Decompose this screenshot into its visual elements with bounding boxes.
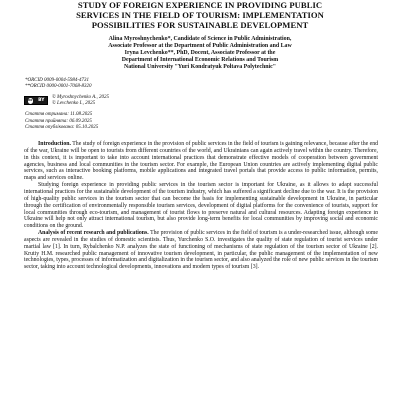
intro-paragraph [24, 141, 378, 182]
title-line: STUDY OF FOREIGN EXPERIENCE IN PROVIDING PUBLIC [77, 0, 323, 10]
author-line: Alina Myroshnychenko*, Candidate of Science in Public Administration, [108, 36, 292, 42]
copyright-line: © Levchenko I., 2025 [52, 101, 96, 107]
orcid-block [25, 78, 400, 90]
author-line: Iryna Levchenko**, PhD, Docent, Associate Professor at the [124, 50, 276, 57]
orcid-link[interactable]: **ORCID 0000-0001-7068-8320 [25, 84, 92, 90]
cc-badge-text: BY [38, 98, 45, 104]
author-block [0, 36, 400, 71]
intro-text: The study of foreign experience in the provision of public services in the field of tourism is gaining relevance, because after the end of the war, Ukraine will be open to tourists from different countries of the world, and Ukrainians can again actively travel within the country. Therefore, in this context, it is important to take into account international practices that demonstrate effective models of cooperation between government agencies, business and local communities in the tourism sector. For example, the European Union countries are actively implementing digital public services, such as interactive booking platforms, mobile applications and integrated travel portals that provide access to public information, permits, maps and services online. [24, 141, 378, 182]
date-accepted: Стаття прийнята: 06.09.2025 [25, 118, 92, 124]
cc-glyph: cc [28, 98, 33, 103]
copyright-block [52, 95, 109, 107]
author-line: Department of International Economic Relations and Tourism [121, 57, 279, 64]
orcid-link[interactable]: *ORCID 0009-0004-5984-4731 [25, 78, 90, 84]
intro-heading: Introduction. [38, 141, 71, 148]
copyright-line: © Myroshnychenko A., 2025 [52, 95, 109, 101]
analysis-text: The provision of public services in the field of tourism is a under-researched issue, although some aspects are revealed in the studies of domestic scientists. Thus, Yurchenko S.O. investigates the quality of state regulation of tourist services under martial law [1]. In turn, Rybalchenko N.P. analyzes the state of functioning of mechanisms of state regulation of the tourism sector of Ukraine [2]. Krutiy H.M. researched public management of innovative tourism development, in particular, the public management of the implementation of new technologies, types, processes of informatization and digitalization in the tourism sector, and also analyzed the role of new public services in the tourism sector, taking into account technological developments, innovations and modern types of tourism [3]. [24, 230, 378, 271]
article-dates [25, 112, 400, 131]
affiliation-line: National University "Yuri Kondratyuk Poltava Polytechnic" [123, 64, 277, 71]
body-paragraph: Studying foreign experience in providing public services in the tourism sector is important for Ukraine, as it allows to adapt successful international practices for the sustainable development of the tourism industry, which has suffered a significant decline due to the war. It is the provision of high-quality public services in the tourism sector that can become the basis for implementing sustainable development in Ukraine, in particular through the certification of environmentally responsible tourism services, development of digital platforms for the convenience of tourists, support for local communities through eco-tourism, and management of tourist flows to preserve natural and cultural resources. Adapting foreign experience in Ukraine will help not only attract international tourism, but also provide long-term benefits for local communities by improving social and economic conditions on the ground. [24, 182, 378, 230]
analysis-paragraph [24, 230, 378, 271]
analysis-heading: Analysis of recent research and publications. [38, 230, 149, 237]
article-title [0, 0, 400, 30]
license-block [24, 95, 400, 107]
title-line: SERVICES IN THE FIELD OF TOURISM: IMPLEMENTATION [76, 10, 324, 20]
cc-by-license-icon[interactable] [24, 96, 48, 105]
title-line: POSSIBILITIES FOR SUSTAINABLE DEVELOPMENT [91, 20, 309, 30]
date-received: Стаття отримана: 11.08.2025 [25, 112, 93, 118]
author-line: Associate Professor at the Department of Public Administration and Law [108, 43, 292, 50]
date-published: Стаття опублікована: 05.10.2025 [25, 124, 99, 130]
article-body [0, 141, 400, 271]
